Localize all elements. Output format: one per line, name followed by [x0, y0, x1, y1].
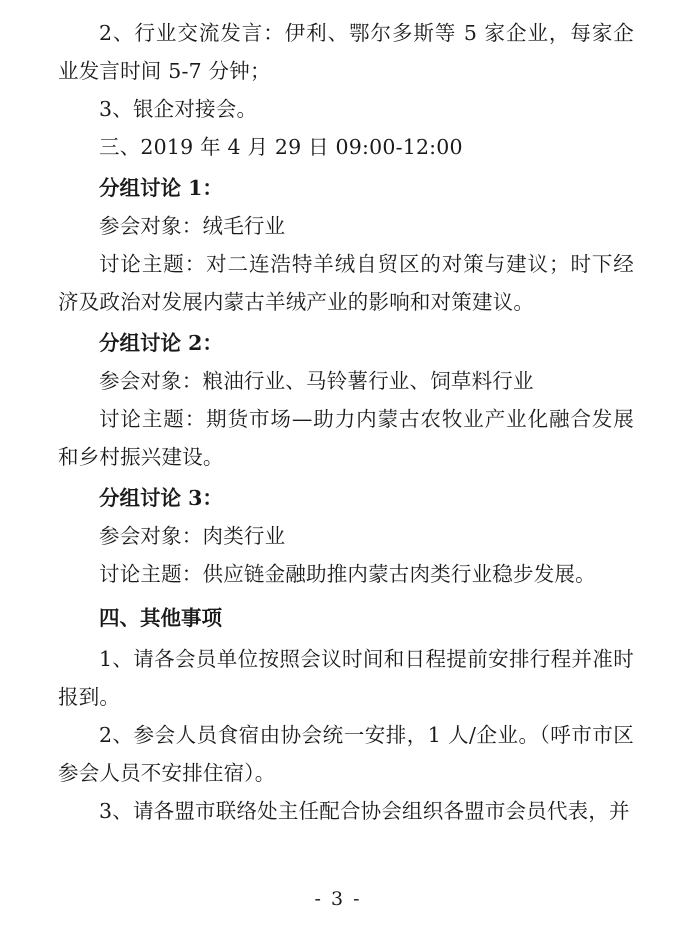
paragraph-group-1-topic: 讨论主题：对二连浩特羊绒自贸区的对策与建议；时下经济及政治对发展内蒙古羊绒产业的影响和对策建议。: [58, 252, 634, 314]
heading-group-discussion-3: 分组讨论 3：: [99, 486, 223, 510]
paragraph-section-three-date: 三、2019 年 4 月 29 日 09:00-12:00: [99, 135, 463, 159]
paragraph-other-item-3: 3、请各盟市联络处主任配合协会组织各盟市会员代表，并: [99, 799, 630, 823]
paragraph-other-item-1: 1、请各会员单位按照会议时间和日程提前安排行程并准时报到。: [58, 647, 634, 709]
paragraph-group-2-topic: 讨论主题：期货市场—助力内蒙古农牧业产业化融合发展和乡村振兴建设。: [58, 407, 634, 469]
heading-section-four: 四、其他事项: [99, 606, 222, 630]
heading-group-discussion-2: 分组讨论 2：: [99, 331, 223, 355]
paragraph-other-item-2: 2、参会人员食宿由协会统一安排，1 人/企业。（呼市市区参会人员不安排住宿）。: [58, 723, 634, 785]
paragraph-group-3-topic: 讨论主题：供应链金融助推内蒙古肉类行业稳步发展。: [99, 562, 596, 586]
paragraph-group-3-participants: 参会对象：肉类行业: [99, 524, 286, 548]
paragraph-item-2-industry-exchange: 2、行业交流发言：伊利、鄂尔多斯等 5 家企业，每家企业发言时间 5-7 分钟；: [58, 21, 634, 83]
page-number: - 3 -: [314, 888, 362, 910]
heading-group-discussion-1: 分组讨论 1：: [99, 176, 223, 200]
paragraph-group-1-participants: 参会对象：绒毛行业: [99, 214, 286, 238]
paragraph-group-2-participants: 参会对象：粮油行业、马铃薯行业、饲草料行业: [99, 369, 534, 393]
paragraph-item-3-bank-enterprise: 3、银企对接会。: [99, 97, 258, 121]
